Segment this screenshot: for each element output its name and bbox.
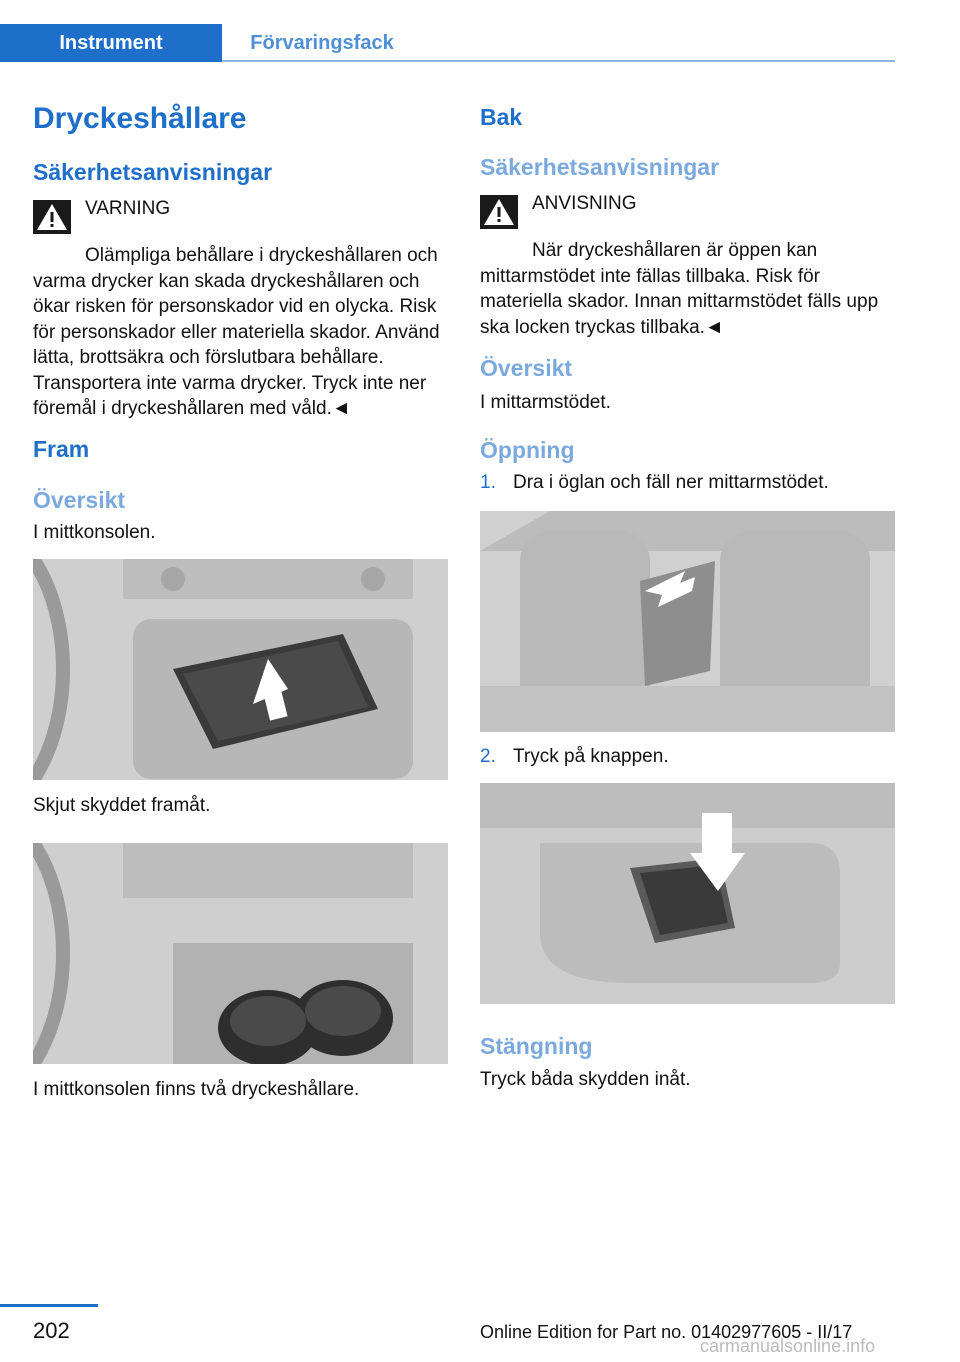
oversikt-text-front: I mittkonsolen. [33, 522, 156, 543]
page-title: Dryckeshållare [33, 102, 247, 135]
stangning-text: Tryck båda skydden inåt. [480, 1069, 691, 1090]
step-text: Tryck på knappen. [513, 746, 669, 767]
caption-2: I mittkonsolen finns två dryckeshållare. [33, 1079, 360, 1100]
step-text: Dra i öglan och fäll ner mittarmstödet. [513, 472, 829, 493]
armrest-button-image [480, 783, 895, 1004]
oppning-heading: Öppning [480, 437, 575, 463]
oversikt-text-rear: I mittarmstödet. [480, 392, 611, 413]
step-number: 2. [480, 746, 496, 767]
notice-triangle-icon [480, 195, 518, 229]
safety-heading: Säkerhetsanvisningar [33, 159, 273, 185]
step-number: 1. [480, 472, 496, 493]
warning-text: Olämpliga behållare i dryckeshållaren och varma drycker kan skada dryckeshållaren och ökar risken för personskador vid en olycka. Risk för personskador eller materiella skador. Använd lätta, brottsäkra och förslutbara behållare. Transportera inte varma drycker. Tryck inte ner föremål i dryckeshållaren med våld.◄ [33, 245, 440, 419]
warning-triangle-icon [33, 200, 71, 234]
oversikt-heading-rear: Översikt [480, 355, 573, 381]
console-cover-image [33, 559, 448, 780]
rear-seat-armrest-image [480, 511, 895, 732]
page-number: 202 [33, 1318, 70, 1343]
footer-accent-line [0, 1304, 98, 1307]
chapter-header [0, 0, 895, 62]
warning-label: VARNING [85, 198, 171, 219]
header-divider [222, 60, 895, 62]
tab-instrument[interactable]: Instrument [0, 24, 222, 62]
oversikt-heading-front: Översikt [33, 487, 126, 513]
warning-box [33, 196, 448, 419]
notice-box [480, 191, 895, 338]
notice-text: När dryckeshållaren är öppen kan mittarmstödet inte fällas tillbaka. Risk för materiella skador. Innan mittarmstödet fälls upp ska locken tryckas tillbaka.◄ [480, 240, 879, 338]
safety-heading-rear: Säkerhetsanvisningar [480, 154, 720, 180]
bak-heading: Bak [480, 104, 523, 130]
notice-label: ANVISNING [532, 193, 637, 214]
tab-forvaringsfack[interactable]: Förvaringsfack [250, 31, 394, 54]
fram-heading: Fram [33, 436, 90, 462]
edition-text: Online Edition for Part no. 01402977605 - II/17 [480, 1322, 853, 1342]
cupholder-open-image [33, 843, 448, 1064]
caption-1: Skjut skyddet framåt. [33, 795, 211, 816]
watermark: carmanualsonline.info [700, 1336, 876, 1356]
stangning-heading: Stängning [480, 1033, 593, 1059]
